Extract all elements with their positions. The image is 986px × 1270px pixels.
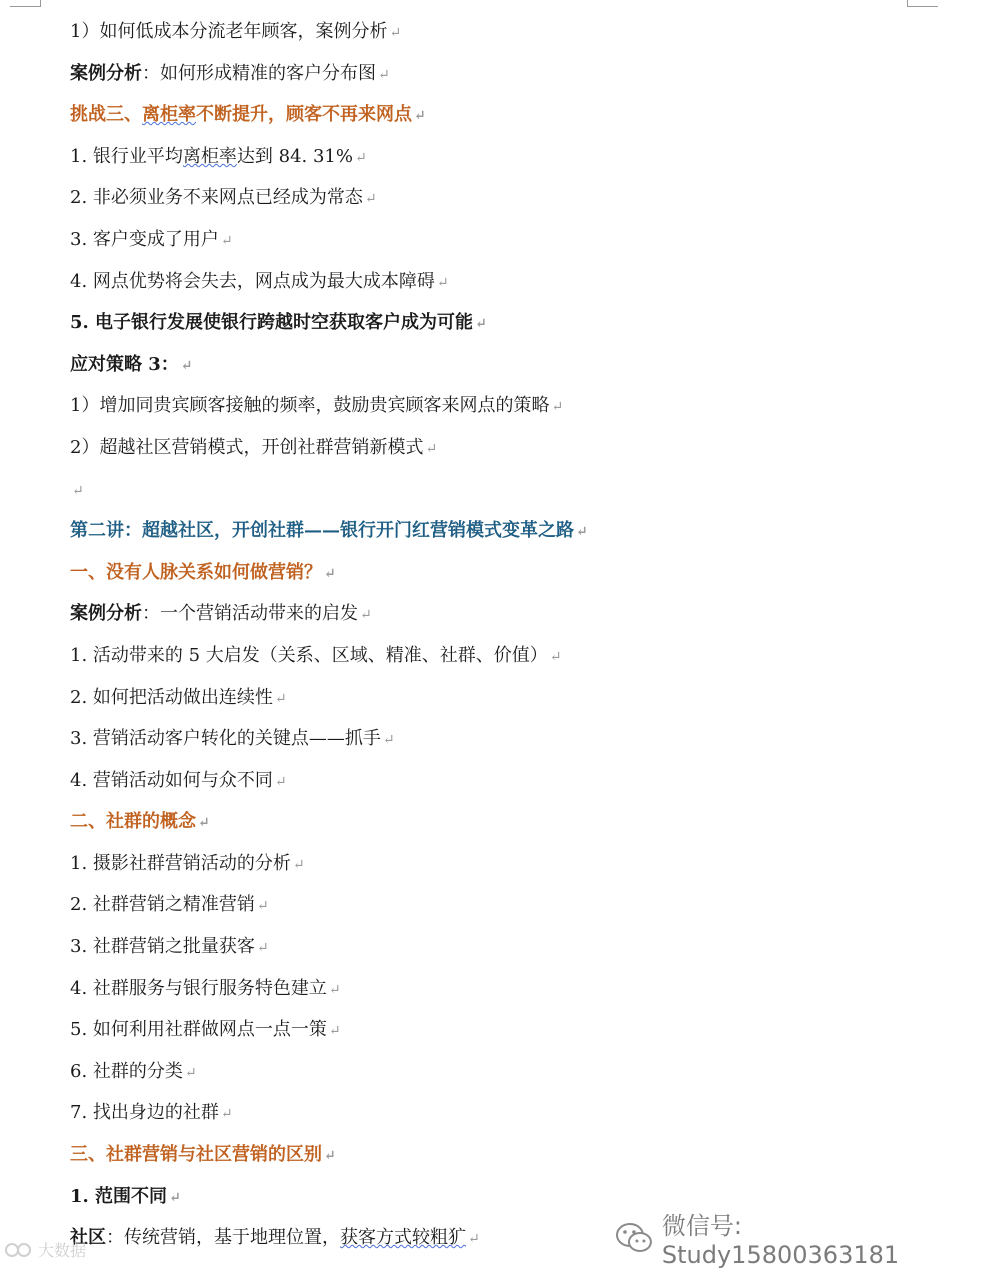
paragraph-mark-icon: ↵	[324, 1148, 336, 1165]
paragraph	[70, 680, 950, 722]
paragraph-text: 1. 范围不同	[70, 1185, 168, 1207]
paragraph	[70, 97, 950, 139]
paragraph-mark-icon: ↵	[475, 316, 487, 333]
paragraph-text: 三、社群营销与社区营销的区别	[70, 1144, 322, 1166]
paragraph-mark-icon: ↵	[360, 607, 372, 624]
paragraph-mark-icon: ↵	[180, 357, 193, 374]
paragraph-mark-icon: ↵	[468, 1231, 480, 1248]
paragraph	[70, 347, 950, 389]
paragraph	[70, 1054, 950, 1096]
paragraph-text: 3. 营销活动客户转化的关键点——抓手	[70, 728, 381, 750]
paragraph-mark-icon: ↵	[328, 981, 341, 998]
paragraph-mark-icon: ↵	[389, 25, 402, 41]
paragraph-text: 4. 社群服务与银行服务特色建立	[70, 977, 327, 999]
paragraph-mark-icon: ↵	[198, 815, 210, 832]
paragraph-text: 2. 如何把活动做出连续性	[70, 686, 273, 708]
paragraph-text: 3. 社群营销之批量获客	[70, 936, 255, 958]
text-run: 1. 银行业平均	[70, 145, 183, 167]
paragraph-text: 应对策略 3：	[70, 353, 179, 375]
paragraph-mark-icon: ↵	[436, 274, 449, 291]
page-corner-mark	[10, 0, 41, 7]
paragraph-mark-icon: ↵	[292, 856, 305, 873]
paragraph-mark-icon: ↵	[274, 773, 287, 790]
paragraph-text: 5. 电子银行发展使银行跨越时空获取客户成为可能	[70, 312, 474, 334]
logo-icon	[4, 1241, 34, 1259]
paragraph-text: 第二讲：超越社区，开创社群——银行开门红营销模式变革之路	[70, 520, 574, 542]
paragraph-mark-icon: ↵	[72, 482, 84, 499]
paragraph-mark-icon: ↵	[220, 232, 233, 249]
text-run: 案例分析	[70, 603, 142, 625]
text-run: 达到 84. 31%	[236, 145, 353, 167]
paragraph-mark-icon: ↵	[378, 66, 390, 83]
wechat-icon	[614, 1220, 654, 1256]
paragraph	[70, 721, 950, 763]
paragraph-mark-icon: ↵	[328, 1023, 341, 1040]
paragraph-mark-icon: ↵	[274, 690, 287, 707]
paragraph	[70, 14, 950, 56]
text-run: 案例分析	[70, 62, 142, 84]
document-body	[70, 14, 950, 1262]
paragraph	[70, 846, 950, 888]
paragraph-text: 1）如何低成本分流老年顾客，案例分析	[70, 21, 388, 42]
paragraph-mark-icon: ↵	[364, 191, 377, 208]
paragraph-mark-icon: ↵	[549, 648, 562, 665]
paragraph-mark-icon: ↵	[551, 399, 564, 416]
paragraph-mark-icon: ↵	[354, 149, 367, 166]
paragraph	[70, 763, 950, 805]
paragraph	[70, 971, 950, 1013]
text-run: ：一个营销活动带来的启发	[142, 603, 358, 625]
text-run: 社区	[70, 1227, 106, 1249]
watermark	[614, 1206, 986, 1269]
paragraph-text: 1. 活动带来的 5 大启发（关系、区域、精准、社群、价值）	[70, 644, 548, 666]
paragraph-mark-icon: ↵	[382, 732, 395, 749]
paragraph	[70, 555, 950, 597]
paragraph-text: 二、社群的概念	[70, 811, 196, 833]
text-run: ：传统营销，基于地理位置，	[106, 1227, 340, 1249]
paragraph-mark-icon: ↵	[324, 565, 336, 582]
paragraph-text: 5. 如何利用社群做网点一点一策	[70, 1019, 327, 1041]
paragraph-mark-icon: ↵	[576, 524, 588, 541]
paragraph-text: 2. 非必须业务不来网点已经成为常态	[70, 187, 363, 209]
watermark-secondary	[4, 1238, 86, 1261]
paragraph-text: 6. 社群的分类	[70, 1060, 183, 1082]
text-run: 离柜率	[182, 145, 237, 167]
text-run: ：如何形成精准的客户分布图	[142, 62, 376, 84]
text-run: 不断提升，顾客不再来网点	[196, 104, 412, 126]
text-run: 挑战三、	[70, 104, 142, 126]
paragraph	[70, 1095, 950, 1137]
paragraph-mark-icon: ↵	[220, 1106, 233, 1123]
paragraph	[70, 929, 950, 971]
paragraph	[70, 1012, 950, 1054]
paragraph-mark-icon: ↵	[256, 898, 269, 915]
watermark-text: 微信号: Study15800363181	[661, 1212, 900, 1269]
text-run: 离柜率	[142, 104, 196, 126]
paragraph	[70, 430, 950, 472]
paragraph	[70, 513, 950, 555]
watermark-secondary-text: 大数据	[38, 1241, 87, 1260]
paragraph	[70, 1137, 950, 1179]
paragraph-mark-icon: ↵	[425, 440, 438, 457]
paragraph-mark-icon: ↵	[184, 1064, 197, 1081]
text-run: 获客方式较粗犷	[340, 1227, 466, 1249]
paragraph	[70, 638, 950, 680]
paragraph-text: 4. 营销活动如何与众不同	[70, 769, 273, 791]
paragraph-mark-icon: ↵	[256, 940, 269, 957]
paragraph-text: 2）超越社区营销模式，开创社群营销新模式	[70, 436, 424, 458]
paragraph-text: 4. 网点优势将会失去，网点成为最大成本障碍	[70, 270, 435, 292]
paragraph	[70, 388, 950, 430]
paragraph	[70, 56, 950, 98]
paragraph-text: 一、没有人脉关系如何做营销？	[70, 561, 322, 583]
paragraph-text: 3. 客户变成了用户	[70, 228, 219, 250]
paragraph	[70, 804, 950, 846]
paragraph	[70, 887, 950, 929]
paragraph	[70, 264, 950, 306]
paragraph-mark-icon: ↵	[414, 108, 426, 125]
paragraph	[70, 222, 950, 264]
page-corner-mark	[907, 0, 938, 7]
paragraph	[70, 139, 950, 181]
paragraph-text: 2. 社群营销之精准营销	[70, 894, 255, 916]
paragraph	[70, 472, 950, 514]
paragraph-text: 1）增加同贵宾顾客接触的频率，鼓励贵宾顾客来网点的策略	[70, 395, 550, 417]
paragraph	[70, 305, 950, 347]
paragraph	[70, 180, 950, 222]
paragraph-text: 1. 摄影社群营销活动的分析	[70, 852, 291, 874]
paragraph	[70, 596, 950, 638]
paragraph-text: 7. 找出身边的社群	[70, 1102, 219, 1124]
paragraph-mark-icon: ↵	[169, 1189, 181, 1206]
